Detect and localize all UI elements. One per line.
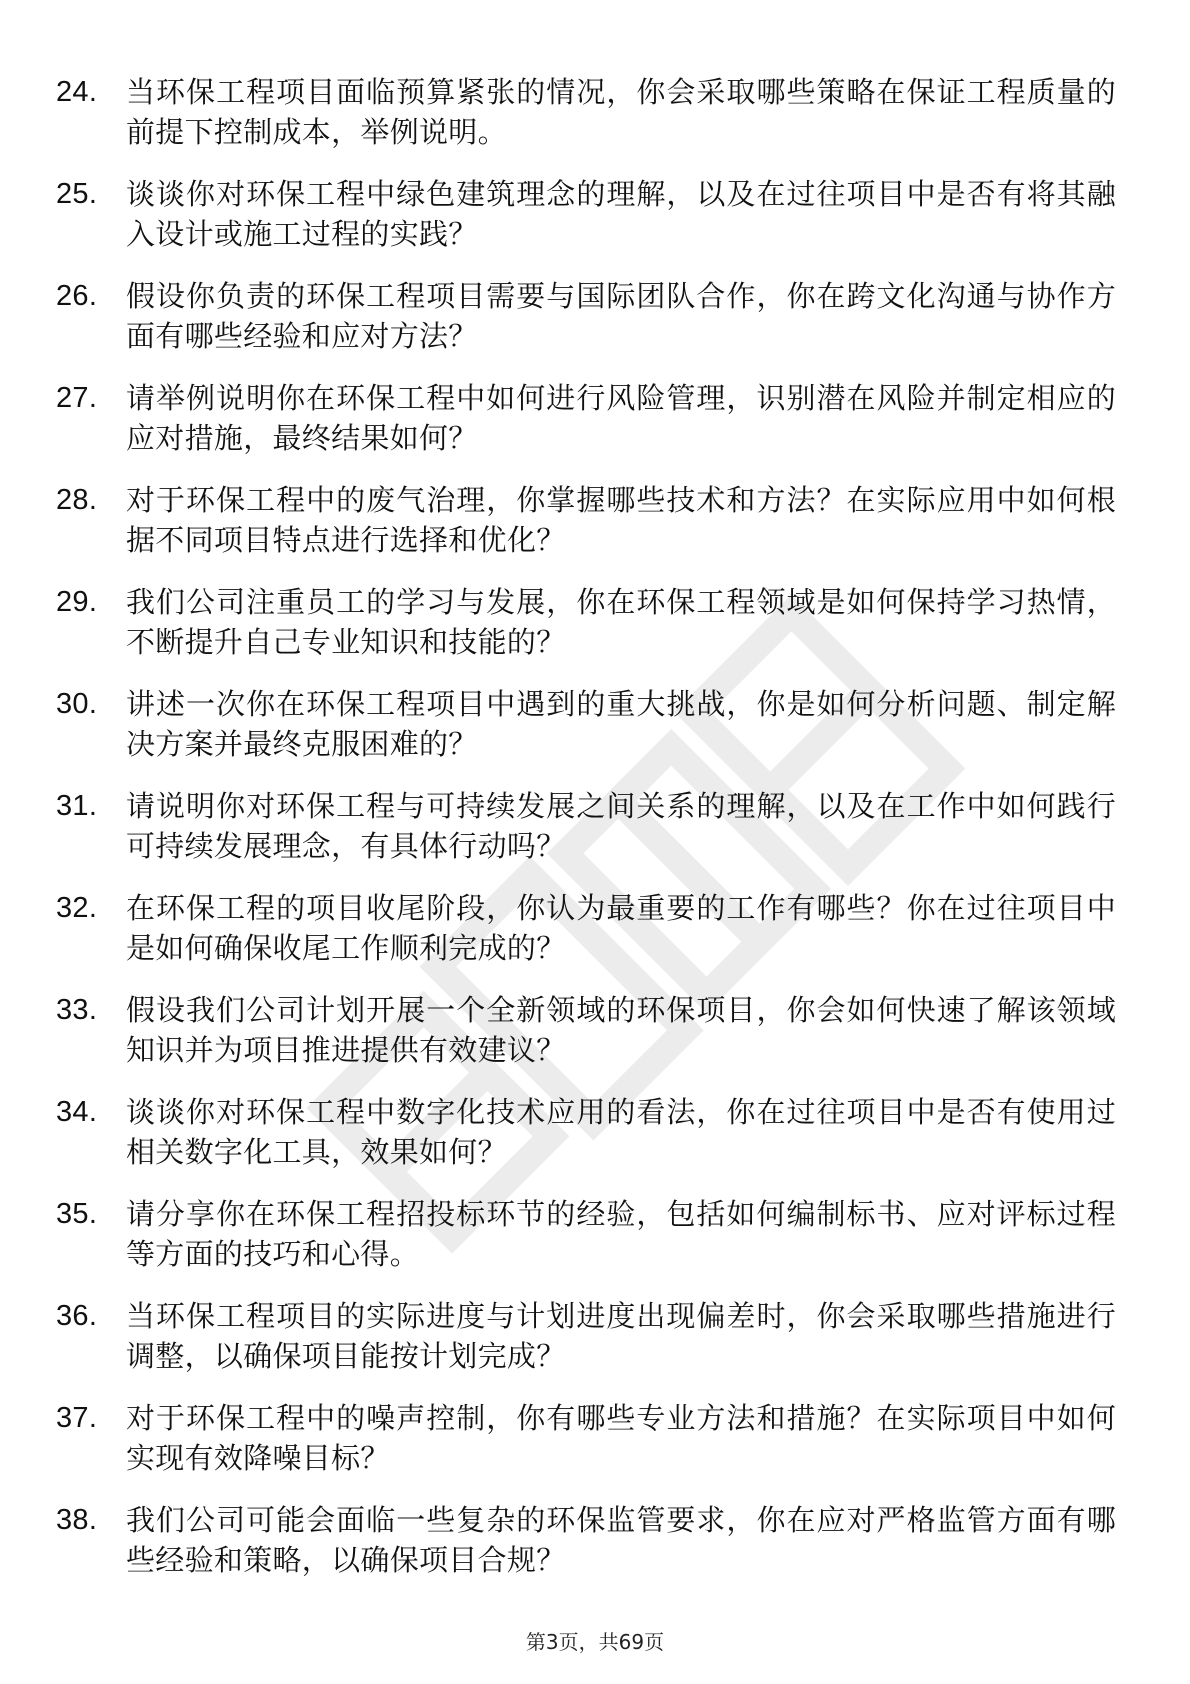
- question-number: 32.: [56, 892, 98, 924]
- question-number: 34.: [56, 1096, 98, 1128]
- question-item: [56, 1092, 1116, 1194]
- question-item: [56, 1500, 1116, 1602]
- question-number: 36.: [56, 1300, 98, 1332]
- question-text: 讲述一次你在环保工程项目中遇到的重大挑战，你是如何分析问题、制定解决方案并最终克服困难的？: [126, 687, 1116, 761]
- page-footer: [0, 1628, 1190, 1656]
- question-text: 当环保工程项目的实际进度与计划进度出现偏差时，你会采取哪些措施进行调整，以确保项目能按计划完成？: [126, 1299, 1116, 1373]
- question-item: [56, 990, 1116, 1092]
- question-item: [56, 378, 1116, 480]
- question-number: 30.: [56, 688, 98, 720]
- question-text: 当环保工程项目面临预算紧张的情况，你会采取哪些策略在保证工程质量的前提下控制成本，举例说明。: [126, 75, 1116, 149]
- question-text: 请分享你在环保工程招投标环节的经验，包括如何编制标书、应对评标过程等方面的技巧和心得。: [126, 1197, 1116, 1271]
- question-text: 对于环保工程中的废气治理，你掌握哪些技术和方法？在实际应用中如何根据不同项目特点进行选择和优化？: [126, 483, 1116, 557]
- question-item: [56, 480, 1116, 582]
- question-item: [56, 1296, 1116, 1398]
- question-text: 对于环保工程中的噪声控制，你有哪些专业方法和措施？在实际项目中如何实现有效降噪目标？: [126, 1401, 1116, 1475]
- question-text: 我们公司可能会面临一些复杂的环保监管要求，你在应对严格监管方面有哪些经验和策略，以确保项目合规？: [126, 1503, 1116, 1577]
- question-number: 28.: [56, 484, 98, 516]
- question-text: 在环保工程的项目收尾阶段，你认为最重要的工作有哪些？你在过往项目中是如何确保收尾工作顺利完成的？: [126, 891, 1116, 965]
- question-text: 请说明你对环保工程与可持续发展之间关系的理解，以及在工作中如何践行可持续发展理念，有具体行动吗？: [126, 789, 1116, 863]
- question-item: [56, 276, 1116, 378]
- question-text: 假设你负责的环保工程项目需要与国际团队合作，你在跨文化沟通与协作方面有哪些经验和应对方法？: [126, 279, 1116, 353]
- question-number: 33.: [56, 994, 98, 1026]
- question-number: 37.: [56, 1402, 98, 1434]
- question-text: 请举例说明你在环保工程中如何进行风险管理，识别潜在风险并制定相应的应对措施，最终结果如何？: [126, 381, 1116, 455]
- question-item: [56, 1398, 1116, 1500]
- question-item: [56, 684, 1116, 786]
- question-number: 38.: [56, 1504, 98, 1536]
- question-number: 26.: [56, 280, 98, 312]
- question-number: 24.: [56, 76, 98, 108]
- question-item: [56, 888, 1116, 990]
- question-number: 29.: [56, 586, 98, 618]
- question-text: 我们公司注重员工的学习与发展，你在环保工程领域是如何保持学习热情，不断提升自己专业知识和技能的？: [126, 585, 1116, 659]
- question-number: 35.: [56, 1198, 98, 1230]
- question-text: 谈谈你对环保工程中数字化技术应用的看法，你在过往项目中是否有使用过相关数字化工具，效果如何？: [126, 1095, 1116, 1169]
- question-item: [56, 174, 1116, 276]
- question-item: [56, 1194, 1116, 1296]
- question-item: [56, 72, 1116, 174]
- question-item: [56, 786, 1116, 888]
- page-number-label: 第3页，共69页: [525, 1630, 665, 1654]
- question-item: [56, 582, 1116, 684]
- question-text: 谈谈你对环保工程中绿色建筑理念的理解，以及在过往项目中是否有将其融入设计或施工过程的实践？: [126, 177, 1116, 251]
- question-number: 27.: [56, 382, 98, 414]
- question-list: [56, 72, 1116, 1602]
- question-number: 31.: [56, 790, 98, 822]
- question-text: 假设我们公司计划开展一个全新领域的环保项目，你会如何快速了解该领域知识并为项目推进提供有效建议？: [126, 993, 1116, 1067]
- question-number: 25.: [56, 178, 98, 210]
